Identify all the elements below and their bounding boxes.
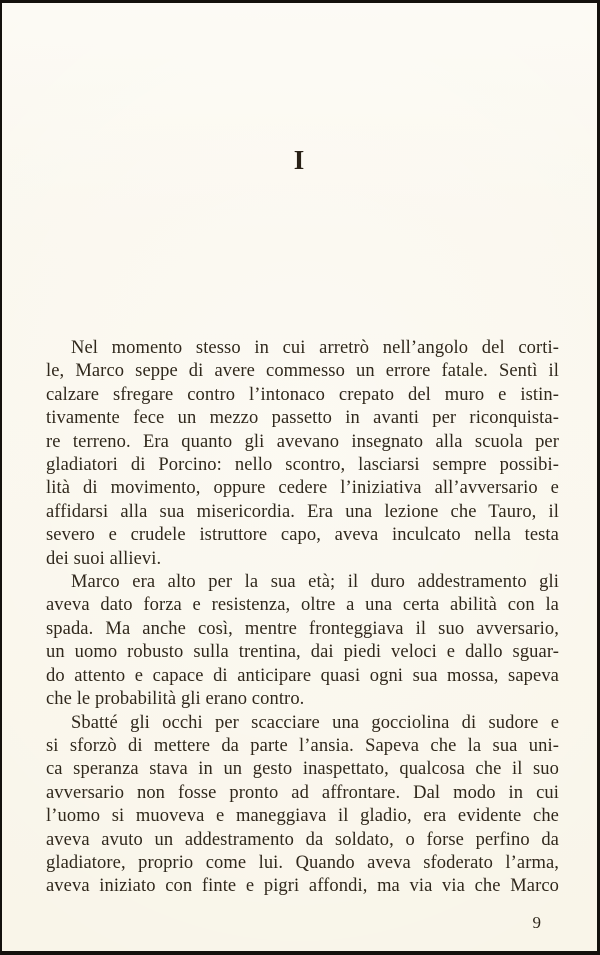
text-line: che le probabilità gli erano contro. [46,689,305,710]
text-line: Marco era alto per la sua età; il duro addestramento gli [71,572,559,593]
paragraph [46,571,559,711]
text-line: gladiatori di Porcino: nello scontro, lasciarsi sempre possibi- [46,455,559,476]
paragraph [46,337,559,571]
text-line: le, Marco seppe di avere commesso un errore fatale. Sentì il [46,361,559,382]
text-line: re terreno. Era quanto gli avevano insegnato alla scuola per [46,431,559,452]
text-line: si sforzò di mettere da parte l’ansia. Sapeva che la sua uni- [46,735,559,756]
chapter-heading: I [293,145,306,175]
paragraph [46,712,559,899]
text-line: ca speranza stava in un gesto inaspettato, qualcosa che il suo [46,759,559,780]
text-line: do attento e capace di anticipare quasi ogni sua mossa, sapeva [46,665,559,686]
text-line: calzare sfregare contro l’intonaco crepato del muro e istin- [46,384,559,405]
text-line: dei suoi allievi. [46,548,162,569]
text-line: gladiatore, proprio come lui. Quando aveva sfoderato l’arma, [46,852,559,873]
text-line: avversario non fosse pronto ad affrontare. Dal modo in cui [46,782,559,803]
text-line: un uomo robusto sulla trentina, dai piedi veloci e dallo sguar- [46,642,559,663]
text-line: aveva iniziato con finte e pigri affondi, ma via via che Marco [46,876,559,897]
text-line: Sbatté gli occhi per scacciare una gocciolina di sudore e [71,712,559,733]
text-block [46,337,559,899]
page-number: 9 [532,913,541,932]
text-line: lità di movimento, oppure cedere l’iniziativa all’avversario e [46,478,559,499]
text-line: Nel momento stesso in cui arretrò nell’angolo del corti- [71,338,559,358]
text-line: tivamente fece un mezzo passetto in avanti per riconquista- [46,408,559,429]
text-line: spada. Ma anche così, mentre fronteggiava il suo avversario, [46,618,559,639]
text-line: severo e crudele istruttore capo, aveva inculcato nella testa [46,525,559,546]
text-line: aveva avuto un addestramento da soldato, o forse perfino da [46,829,559,850]
text-line: aveva dato forza e resistenza, oltre a una certa abilità con la [46,595,559,616]
text-line: l’uomo si muoveva e maneggiava il gladio, era evidente che [46,806,559,827]
text-line: affidarsi alla sua misericordia. Era una lezione che Tauro, il [46,501,559,522]
